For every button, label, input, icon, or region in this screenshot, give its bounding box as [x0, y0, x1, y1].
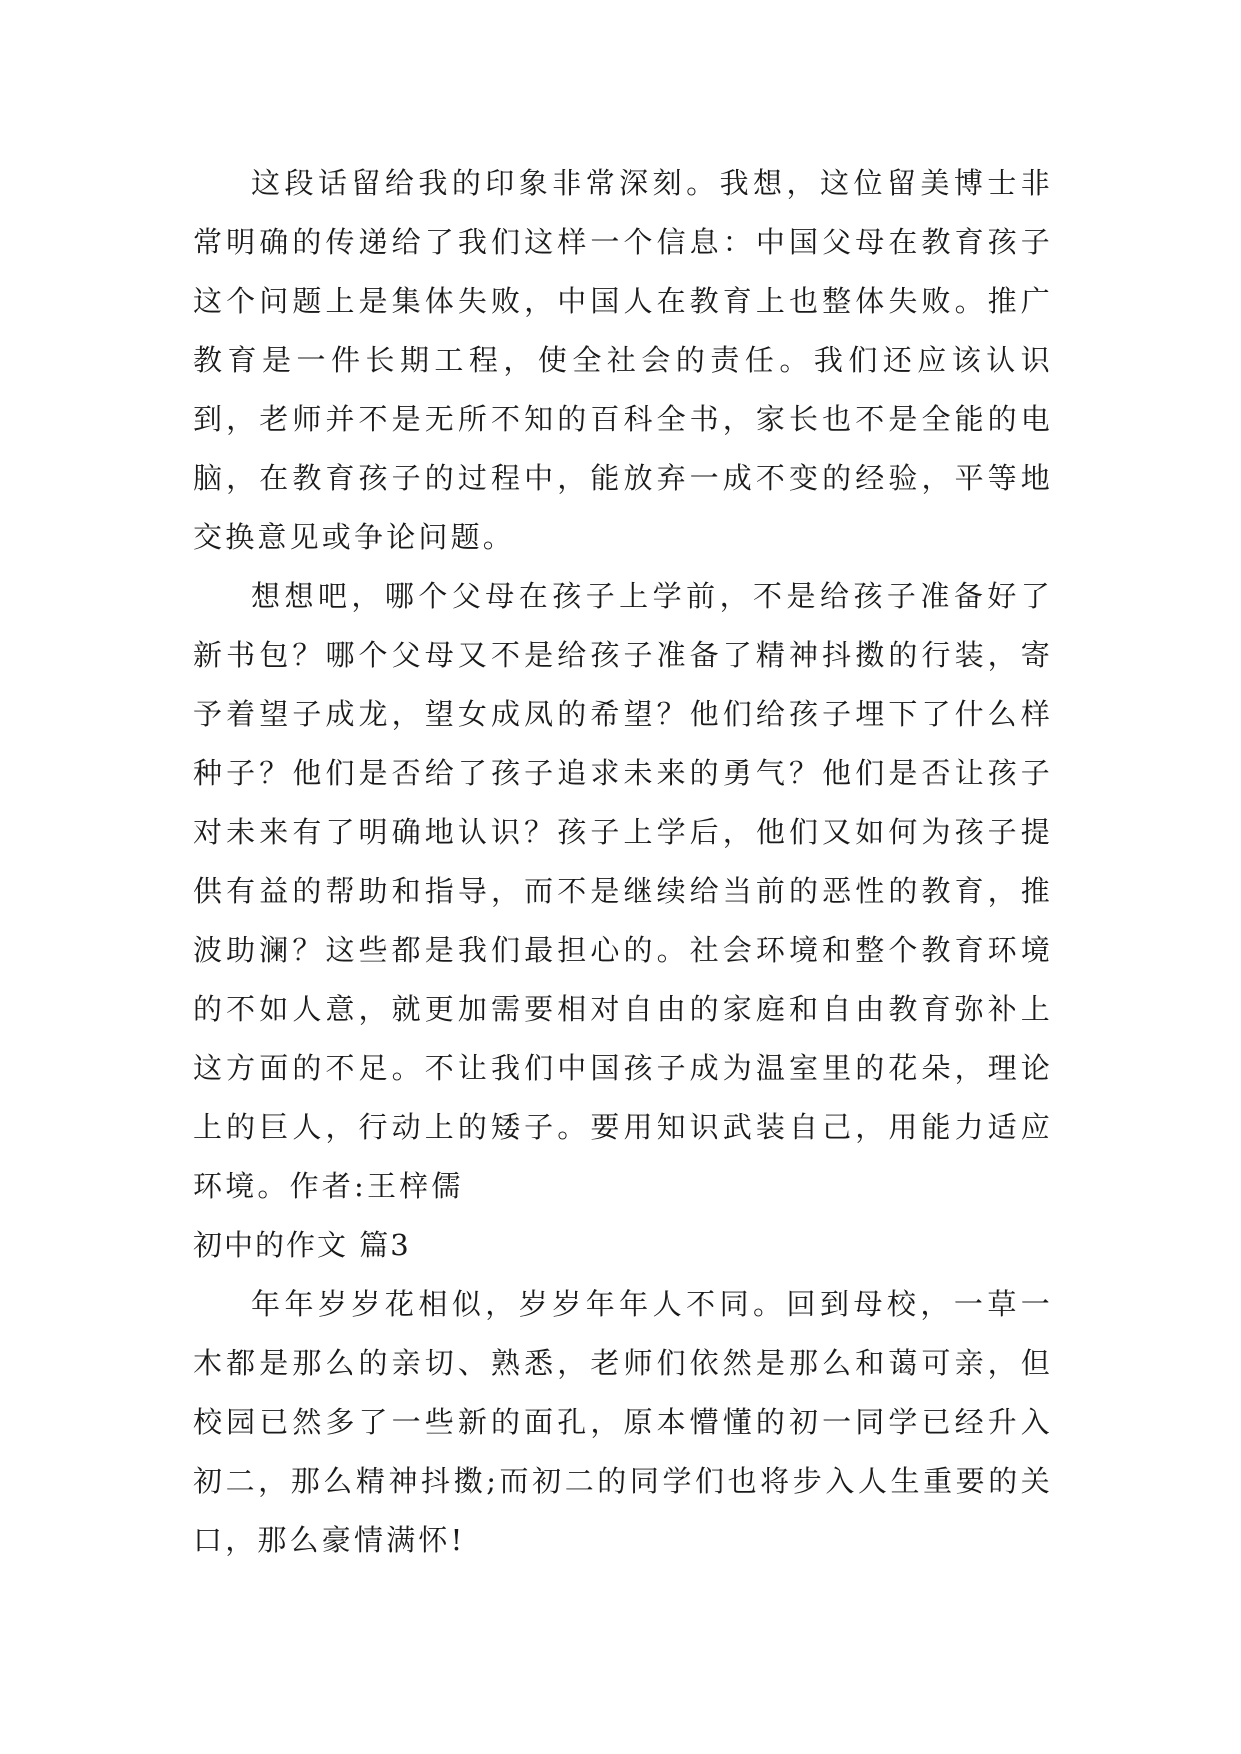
section-heading: 初中的作文 篇3 — [193, 1228, 411, 1262]
document-body — [193, 154, 1053, 1570]
paragraph-2: 想想吧，哪个父母在孩子上学前，不是给孩子准备好了新书包？哪个父母又不是给孩子准备了精神抖擞的行装，寄予着望子成龙，望女成凤的希望？他们给孩子埋下了什么样种子？他们是否给了孩子追求未来的勇气？他们是否让孩子对未来有了明确地认识？孩子上学后，他们又如何为孩子提供有益的帮助和指导，而不是继续给当前的恶性的教育，推波助澜？这些都是我们最担心的。社会环境和整个教育环境的不如人意，就更加需要相对自由的家庭和自由教育弥补上这方面的不足。不让我们中国孩子成为温室里的花朵，理论上的巨人，行动上的矮子。要用知识武装自己，用能力适应环境。作者:王梓儒 — [193, 579, 1053, 1203]
paragraph-3: 年年岁岁花相似，岁岁年年人不同。回到母校，一草一木都是那么的亲切、熟悉，老师们依然是那么和蔼可亲，但校园已然多了一些新的面孔，原本懵懂的初一同学已经升入初二，那么精神抖擞;而初二的同学们也将步入人生重要的关口，那么豪情满怀! — [193, 1287, 1053, 1557]
paragraph-1: 这段话留给我的印象非常深刻。我想，这位留美博士非常明确的传递给了我们这样一个信息：中国父母在教育孩子这个问题上是集体失败，中国人在教育上也整体失败。推广教育是一件长期工程，使全社会的责任。我们还应该认识到，老师并不是无所不知的百科全书，家长也不是全能的电脑，在教育孩子的过程中，能放弃一成不变的经验，平等地交换意见或争论问题。 — [193, 166, 1053, 554]
